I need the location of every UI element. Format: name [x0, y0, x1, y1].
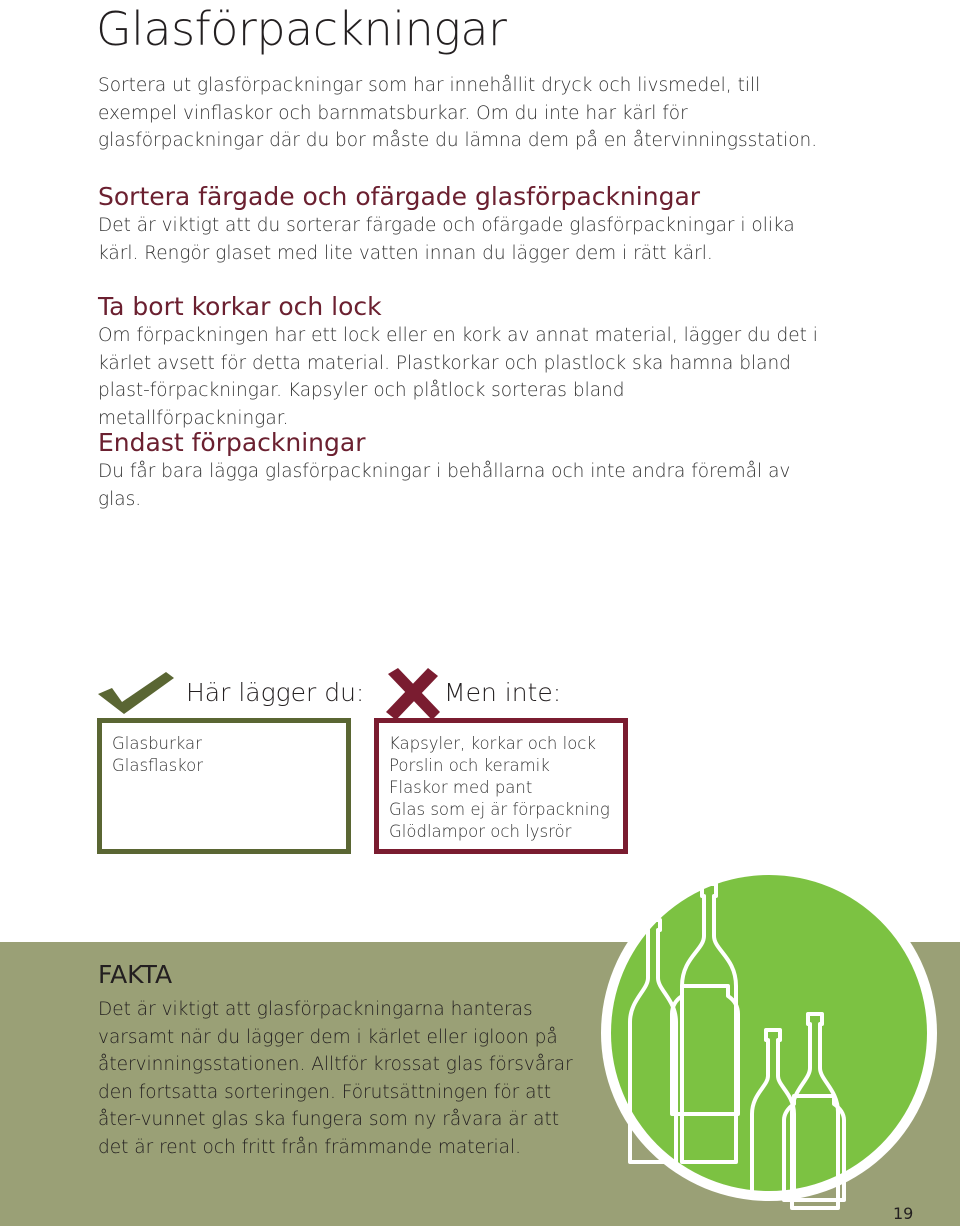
allowed-item: Glasburkar: [112, 734, 202, 753]
section-text-sortera: Det är viktigt att du sorterar färgade och ofärgade glasförpackningar i olika kärl. Rengör glaset med lite vatten innan du lägger dem i rätt kärl.: [98, 215, 795, 264]
not-allowed-list-box: [374, 718, 628, 854]
not-allowed-item: Glas som ej är förpackning: [389, 800, 610, 819]
section-text-endast: Du får bara lägga glasförpackningar i behållarna och inte andra föremål av glas.: [98, 461, 791, 510]
allowed-label: Här lägger du:: [186, 678, 365, 707]
not-allowed-item: Kapsyler, korkar och lock: [389, 734, 596, 753]
page-number: 19: [893, 1204, 914, 1223]
glass-bottles-icon: [598, 862, 940, 1204]
allowed-list-box: [97, 718, 351, 854]
not-allowed-item: Flaskor med pant: [389, 778, 533, 797]
section-heading-endast: Endast förpackningar: [98, 428, 366, 457]
cross-icon: [384, 668, 442, 720]
section-heading-sortera: Sortera färgade och ofärgade glasförpackningar: [98, 182, 701, 211]
allowed-item: Glasflaskor: [112, 756, 204, 775]
intro-paragraph: Sortera ut glasförpackningar som har innehållit dryck och livsmedel, till exempel vinflaskor och barnmatsburkar. Om du inte har kärl för glasförpackningar där du bor måste du lämna dem på en återvinningsstation.: [98, 75, 818, 151]
not-allowed-label: Men inte:: [444, 678, 562, 707]
fakta-title: FAKTA: [98, 960, 173, 989]
section-heading-korkar: Ta bort korkar och lock: [98, 292, 382, 321]
not-allowed-item: Porslin och keramik: [389, 756, 550, 775]
checkmark-icon: [96, 668, 176, 716]
page-title: Glasförpackningar: [96, 2, 507, 56]
not-allowed-item: Glödlampor och lysrör: [389, 822, 572, 841]
section-text-korkar: Om förpackningen har ett lock eller en kork av annat material, lägger du det i kärlet avsett för detta material. Plastkorkar och plastlock ska hamna bland plast-förpackningar. Kapsyler och plåtlock sorteras bland metallförpackningar.: [98, 325, 818, 429]
fakta-text: Det är viktigt att glasförpackningarna hanteras varsamt när du lägger dem i kärlet eller igloon på återvinningsstationen. Alltför krossat glas försvårar den fortsatta sorteringen. Förutsättningen för att åter-vunnet glas ska fungera som ny råvara är att det är rent och fritt från främmande material.: [98, 999, 573, 1158]
